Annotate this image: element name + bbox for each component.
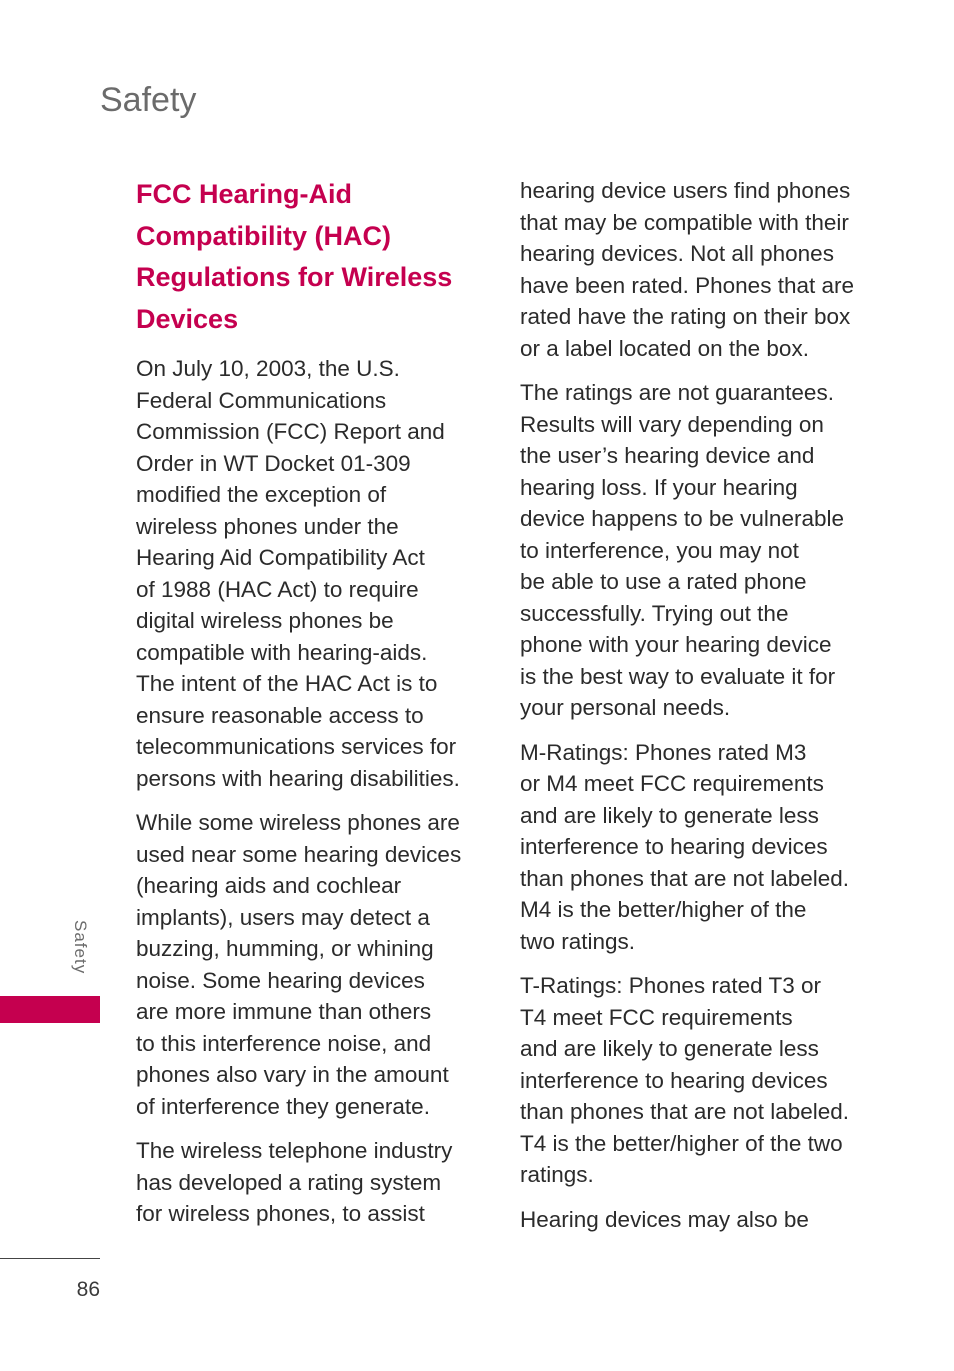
paragraph-m-ratings: M-Ratings: Phones rated M3 or M4 meet FCC requirements and are likely to generate less interference to hearing devices than phones that are not labeled. M4 is the better/higher of the two ratings. — [520, 739, 850, 954]
left-column — [136, 174, 481, 1243]
footer-divider — [0, 1258, 100, 1259]
paragraph-rated-phones: hearing device users find phones that may be compatible with their hearing devices. Not all phones have been rated. Phones that are rated have the rating on their box or a label located on the box. — [520, 178, 854, 361]
page-title: Safety — [100, 81, 197, 119]
paragraph-interference: While some wireless phones are used near some hearing devices (hearing aids and cochlear implants), users may detect a buzzing, humming, or whining noise. Some hearing devices are more immune than others to this interference noise, and phones also vary in the amount of interference they generate. — [136, 810, 462, 1119]
paragraph-hearing-devices: Hearing devices may also be — [520, 1206, 809, 1232]
page-number: 86 — [76, 1278, 100, 1301]
side-section-tab — [0, 996, 100, 1023]
paragraph-rating-system: The wireless telephone industry has developed a rating system for wireless phones, to assist — [136, 1138, 453, 1226]
right-column — [520, 175, 875, 1248]
paragraph-no-guarantee: The ratings are not guarantees. Results will vary depending on the user’s hearing device and hearing loss. If your hearing device happens to be vulnerable to interference, you may not be able to use a rated phone successfully. Trying out the phone with your hearing device is the best way to evaluate it for your personal needs. — [520, 380, 844, 720]
section-heading: FCC Hearing-Aid Compatibility (HAC) Regulations for Wireless Devices — [136, 179, 453, 334]
paragraph-fcc-order: On July 10, 2003, the U.S. Federal Communications Commission (FCC) Report and Order in WT Docket 01-309 modified the exception of wireless phones under the Hearing Aid Compatibility Act of 1988 (HAC Act) to require digital wireless phones be compatible with hearing-aids. The intent of the HAC Act is to ensure reasonable access to telecommunications services for persons with hearing disabilities. — [136, 356, 460, 791]
side-section-label: Safety — [71, 920, 90, 975]
paragraph-t-ratings: T-Ratings: Phones rated T3 or T4 meet FCC requirements and are likely to generate less interference to hearing devices than phones that are not labeled. T4 is the better/higher of the two ratings. — [520, 973, 850, 1187]
